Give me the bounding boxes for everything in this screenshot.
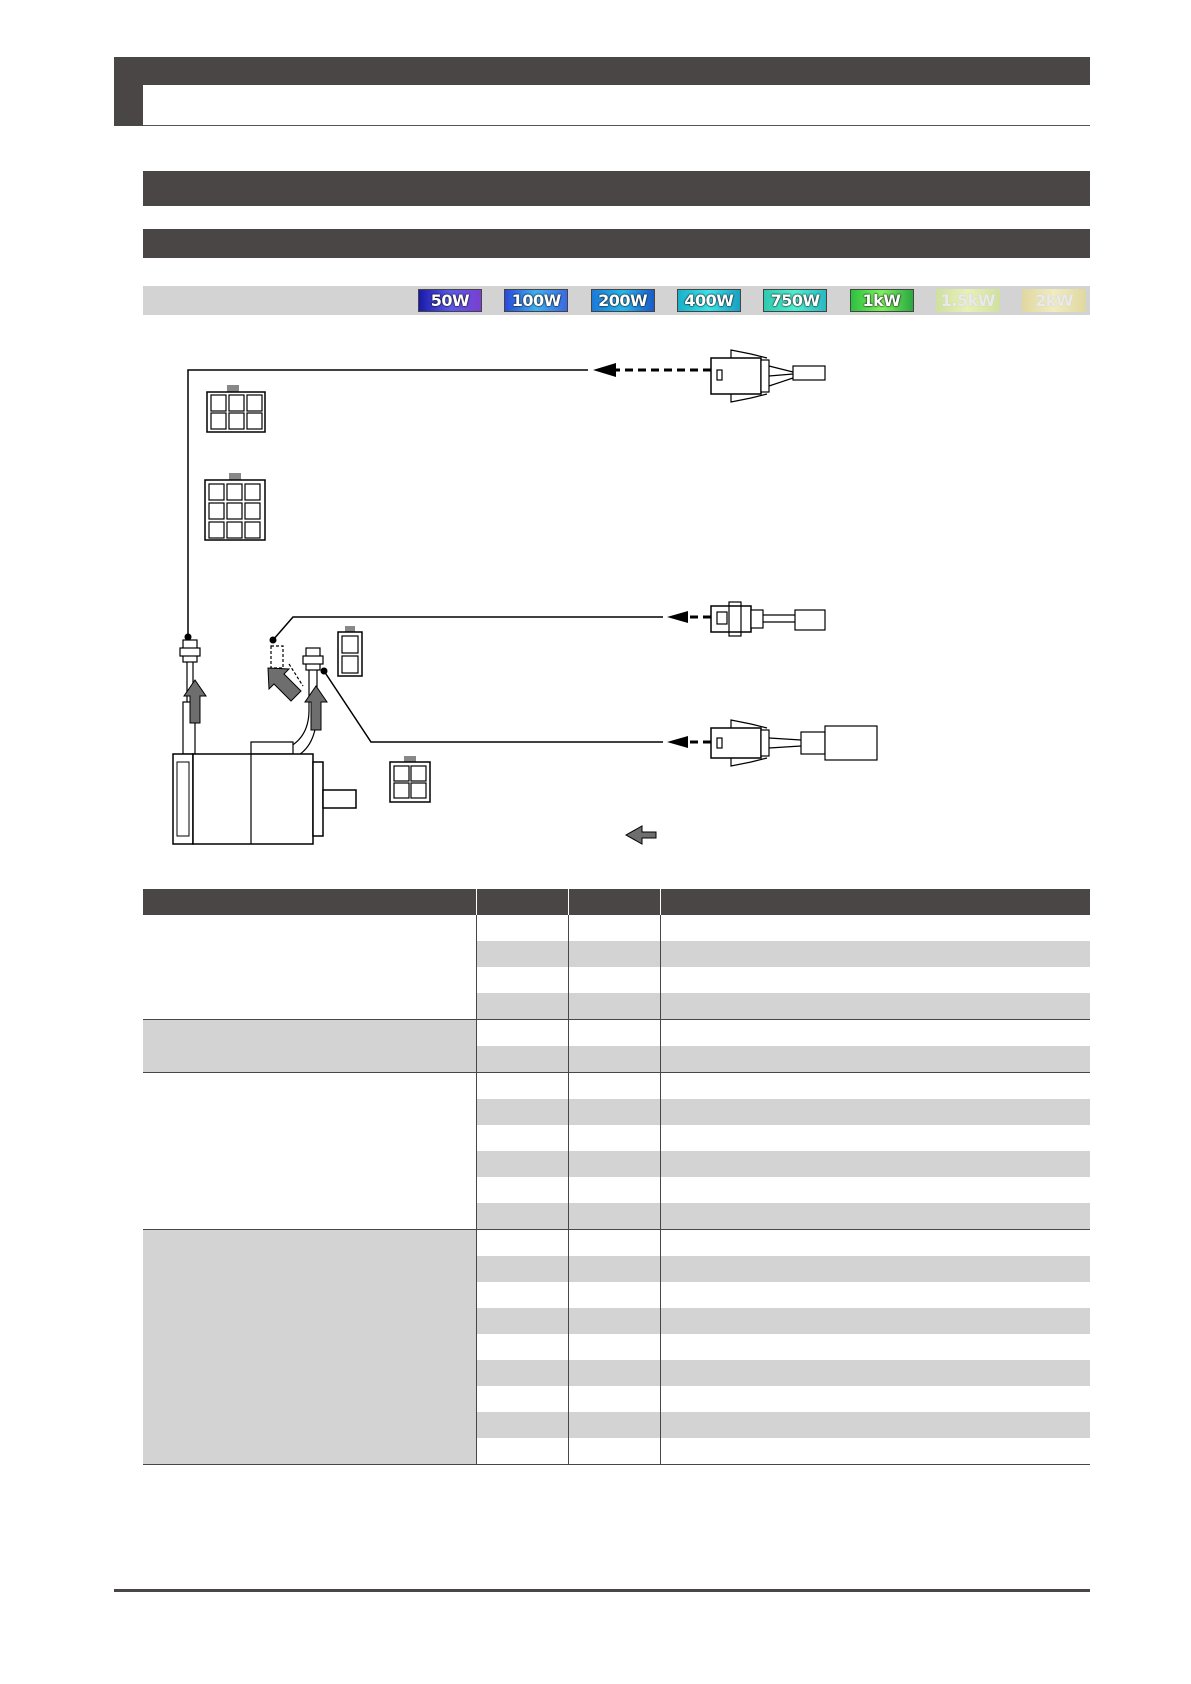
table-cell	[476, 1046, 568, 1073]
table-cell	[660, 1282, 1090, 1308]
table-cell	[568, 1308, 660, 1334]
table-cell	[660, 1151, 1090, 1177]
table-cell	[568, 967, 660, 993]
table-header-cell	[568, 889, 660, 915]
table-cell	[476, 1073, 568, 1100]
power-chip-1kw: 1kW	[850, 289, 914, 312]
table-row	[143, 1020, 1090, 1047]
table-cell	[568, 1230, 660, 1257]
table-cell	[476, 967, 568, 993]
table-cell	[568, 915, 660, 941]
chapter-header-bar	[114, 57, 1090, 85]
table-cell	[476, 941, 568, 967]
power-chip-50w: 50W	[418, 289, 482, 312]
table-group-cell	[143, 1073, 476, 1230]
table-cell	[476, 1020, 568, 1047]
connector-2pin-icon	[338, 626, 362, 676]
table-cell	[476, 1360, 568, 1386]
table-cell	[660, 1046, 1090, 1073]
table-cell	[568, 1334, 660, 1360]
insert-arrow-diagonal-icon	[268, 668, 301, 701]
table-cell	[568, 1020, 660, 1047]
table-cell	[476, 1203, 568, 1230]
table-cell	[476, 1386, 568, 1412]
brake-leader-line	[270, 617, 664, 644]
table-cell	[660, 967, 1090, 993]
table-cell	[660, 1256, 1090, 1282]
table-cell	[568, 993, 660, 1020]
table-cell	[476, 1282, 568, 1308]
power-chip-750w: 750W	[763, 289, 827, 312]
encoder-plug-icon	[711, 350, 825, 402]
power-chip-1-5kw: 1.5kW	[936, 289, 1000, 312]
table-cell	[568, 1073, 660, 1100]
table-header-cell	[143, 889, 476, 915]
table-cell	[476, 1308, 568, 1334]
table-cell	[568, 1438, 660, 1465]
power-chip-100w: 100W	[504, 289, 568, 312]
table-row	[143, 1230, 1090, 1257]
table-cell	[660, 1177, 1090, 1203]
table-cell	[660, 941, 1090, 967]
table-cell	[568, 1099, 660, 1125]
table-cell	[568, 1151, 660, 1177]
servo-motor-icon	[173, 640, 356, 844]
table-cell	[568, 1203, 660, 1230]
power-leader-line	[321, 668, 664, 743]
table-header-cell	[476, 889, 568, 915]
power-plug-icon	[711, 720, 877, 766]
table-cell	[568, 1256, 660, 1282]
power-chip-2kw: 2kW	[1022, 289, 1086, 312]
table-cell	[660, 1438, 1090, 1465]
encoder-connection-arrow	[593, 363, 711, 377]
wiring-diagram	[143, 330, 943, 860]
table-cell	[660, 1334, 1090, 1360]
table-cell	[476, 1438, 568, 1465]
table-cell	[568, 1177, 660, 1203]
table-cell	[568, 1386, 660, 1412]
table-cell	[476, 1230, 568, 1257]
table-cell	[660, 1360, 1090, 1386]
table-cell	[660, 1099, 1090, 1125]
table-cell	[476, 1125, 568, 1151]
table-row	[143, 1073, 1090, 1100]
table-cell	[660, 1230, 1090, 1257]
connector-6pin-icon	[207, 385, 265, 432]
power-connection-arrow	[667, 736, 711, 748]
table-cell	[476, 1099, 568, 1125]
connector-4pin-icon	[390, 756, 430, 802]
table-cell	[476, 1177, 568, 1203]
table-cell	[568, 1125, 660, 1151]
table-row	[143, 915, 1090, 941]
table-cell	[568, 941, 660, 967]
table-cell	[660, 1386, 1090, 1412]
table-cell	[660, 1073, 1090, 1100]
table-cell	[568, 1360, 660, 1386]
table-cell	[476, 1151, 568, 1177]
table-cell	[660, 1308, 1090, 1334]
pin-assignment-table	[143, 889, 1090, 1465]
subsection-heading-bar	[143, 229, 1090, 258]
table-group-cell	[143, 1020, 476, 1073]
table-cell	[476, 1412, 568, 1438]
connector-9pin-icon	[205, 473, 265, 540]
insert-arrow-icon	[305, 686, 327, 730]
table-group-cell	[143, 915, 476, 1020]
footer-rule	[114, 1589, 1090, 1592]
table-header-row	[143, 889, 1090, 915]
table-cell	[568, 1046, 660, 1073]
table-cell	[476, 915, 568, 941]
section-heading-bar	[143, 171, 1090, 206]
table-cell	[476, 1334, 568, 1360]
table-cell	[660, 1412, 1090, 1438]
table-cell	[476, 1256, 568, 1282]
table-header-cell	[660, 889, 1090, 915]
table-cell	[660, 915, 1090, 941]
brake-connection-arrow	[667, 611, 711, 623]
table-cell	[568, 1282, 660, 1308]
power-chip-400w: 400W	[677, 289, 741, 312]
power-chip-200w: 200W	[591, 289, 655, 312]
direction-arrow-icon	[626, 826, 656, 844]
chapter-title-area	[143, 85, 1090, 126]
table-group-cell	[143, 1230, 476, 1465]
table-cell	[476, 993, 568, 1020]
table-cell	[660, 993, 1090, 1020]
table-cell	[568, 1412, 660, 1438]
chapter-header-tab	[114, 57, 143, 126]
table-cell	[660, 1125, 1090, 1151]
brake-plug-icon	[711, 602, 825, 636]
table-cell	[660, 1203, 1090, 1230]
table-cell	[660, 1020, 1090, 1047]
